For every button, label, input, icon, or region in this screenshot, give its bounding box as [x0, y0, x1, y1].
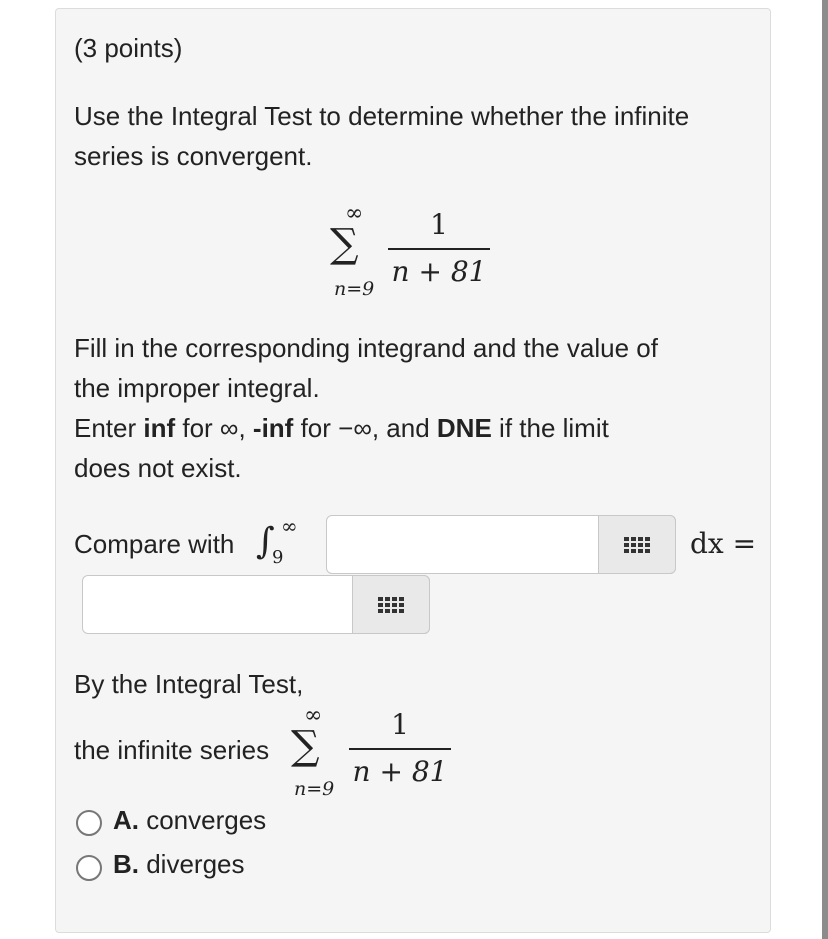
- integrand-input[interactable]: [326, 515, 676, 574]
- option-b-label[interactable]: B. diverges: [113, 849, 245, 879]
- series-denominator: n + 81: [391, 255, 487, 288]
- instructions-line-2: the improper integral.: [74, 373, 320, 403]
- compare-label: Compare with: [74, 529, 235, 559]
- fraction-bar: [349, 748, 451, 750]
- integral-value-input[interactable]: [82, 575, 430, 634]
- points-label: (3 points): [74, 33, 183, 63]
- radio-a[interactable]: [76, 810, 102, 836]
- series-upper-limit: ∞: [345, 201, 364, 226]
- series-numerator: 1: [430, 208, 448, 241]
- series-numerator: 1: [391, 708, 409, 741]
- conclusion-line-1: By the Integral Test,: [74, 669, 304, 699]
- instructions-line-3: Enter inf for ∞, -inf for −∞, and DNE if the limit: [74, 413, 609, 443]
- inf-keyword: inf: [143, 413, 176, 443]
- conclusion-line-2: the infinite series: [74, 735, 270, 765]
- instructions-line-4: does not exist.: [74, 453, 242, 483]
- option-a-label[interactable]: A. converges: [113, 805, 267, 835]
- sigma-symbol: ∑: [330, 221, 359, 267]
- fraction-bar: [388, 248, 490, 250]
- radio-b[interactable]: [76, 855, 102, 881]
- dne-keyword: DNE: [436, 413, 492, 443]
- window-edge: [822, 0, 828, 939]
- series-lower-limit: n=9: [294, 778, 335, 800]
- series-upper-limit: ∞: [304, 703, 323, 728]
- integrand-keypad-button[interactable]: [598, 515, 676, 574]
- intro-line-2: series is convergent.: [74, 141, 313, 171]
- series-lower-limit: n=9: [334, 278, 375, 300]
- series-denominator: n + 81: [352, 755, 448, 788]
- instructions-line-1: Fill in the corresponding integrand and the value of: [74, 333, 658, 363]
- sigma-symbol: ∑: [291, 723, 320, 769]
- dx-equals: dx =: [690, 527, 757, 560]
- integral-lower-limit: 9: [272, 547, 284, 568]
- integral-keypad-button[interactable]: [352, 575, 430, 634]
- integral-upper-limit: ∞: [281, 514, 298, 538]
- intro-line-1: Use the Integral Test to determine whether the infinite: [74, 101, 690, 131]
- neg-inf-keyword: -inf: [252, 413, 294, 443]
- keypad-icon: [378, 597, 404, 613]
- integral-sign: ∫: [256, 521, 275, 562]
- keypad-icon: [624, 537, 650, 553]
